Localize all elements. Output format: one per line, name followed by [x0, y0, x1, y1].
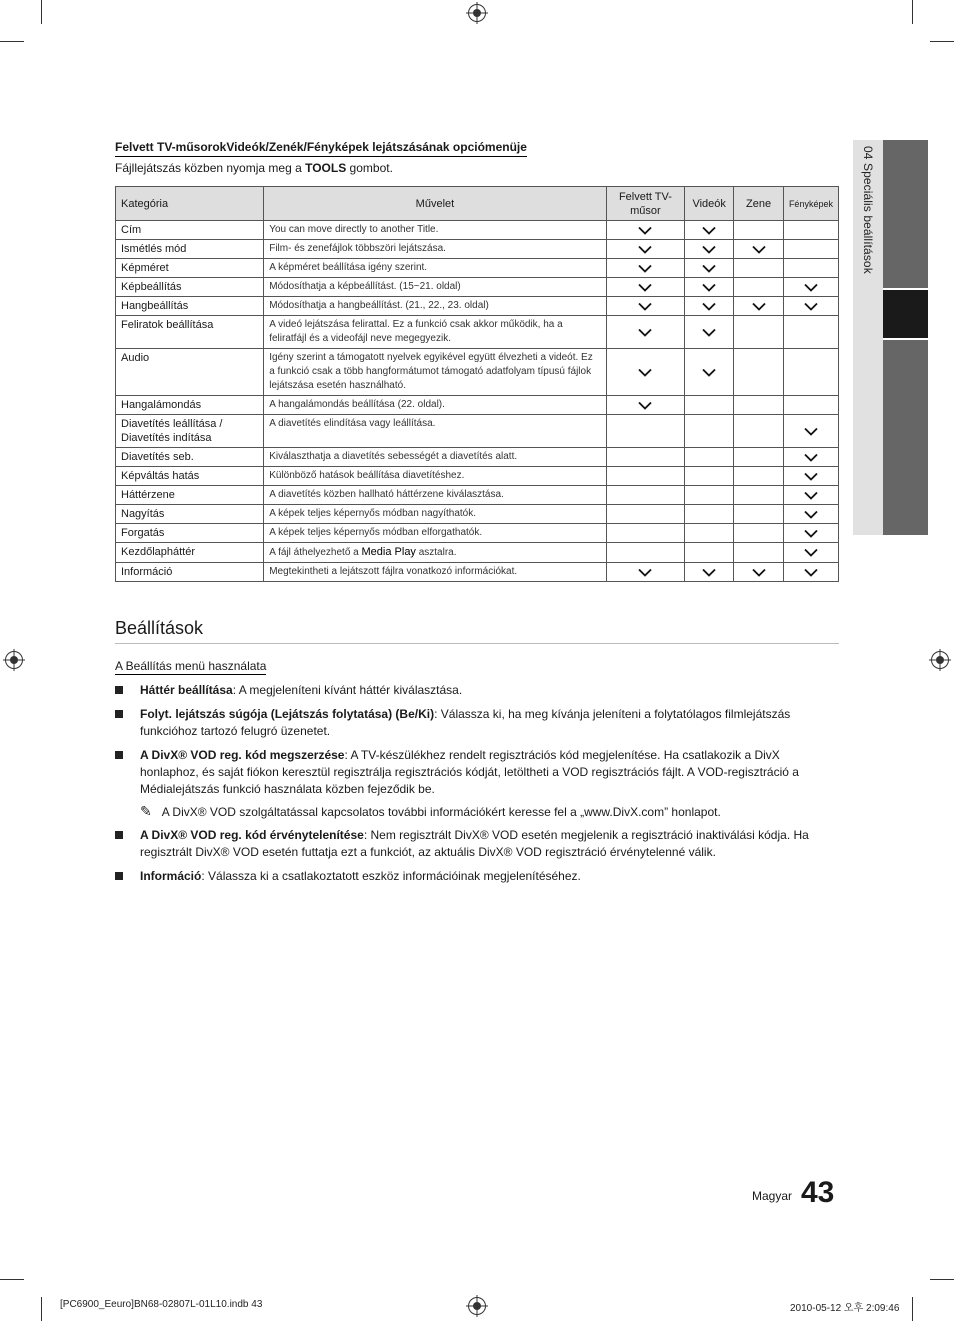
category-cell: Hangalámondás [116, 396, 264, 415]
file-info: [PC6900_Eeuro]BN68-02807L-01L10.indb 43 [60, 1299, 263, 1310]
chevron-check-icon [804, 453, 818, 462]
bullet-square-icon [115, 872, 123, 880]
registration-mark-icon [468, 4, 486, 22]
availability-cell [783, 415, 838, 448]
action-cell: A hangalámondás beállítása (22. oldal). [264, 396, 606, 415]
category-cell: Diavetítés seb. [116, 448, 264, 467]
chevron-check-icon [702, 302, 716, 311]
action-cell: Film- és zenefájlok többszöri lejátszása. [264, 240, 606, 259]
crop-mark [912, 1297, 913, 1321]
registration-mark-icon [468, 1297, 486, 1315]
availability-cell [606, 524, 685, 543]
list-item: A DivX® VOD reg. kód érvénytelenítése: Nem regisztrált DivX® VOD esetén megjelenik a regisztráció inaktiválási kódja. Ha regisztrált DivX® VOD esetén futtatja ezt a funkciót, az aktuális DivX® VOD regisztráció érvénytelenné válik. [115, 827, 820, 861]
availability-cell [783, 316, 838, 349]
availability-cell [685, 316, 734, 349]
chevron-check-icon [804, 491, 818, 500]
availability-cell [685, 486, 734, 505]
action-cell: A diavetítés közben hallható háttérzene kiválasztása. [264, 486, 606, 505]
table-row [116, 563, 839, 582]
table-row [116, 316, 839, 349]
availability-cell [606, 543, 685, 563]
list-item: A DivX® VOD reg. kód megszerzése: A TV-készülékhez rendelt regisztrációs kód megjelenítése. Ha csatlakozik a DivX honlaphoz, és saját fiókon keresztül regisztrálja regisztrációs kódját, letöltheti a VOD regisztrációs fájlt. A VOD-regisztráció a Médialejátszás funkció használata közben fejeződik be. [115, 747, 820, 798]
chevron-check-icon [804, 427, 818, 436]
chevron-check-icon [638, 283, 652, 292]
table-row [116, 297, 839, 316]
intro-text: Fájllejátszás közben nyomja meg a TOOLS gombot. [115, 161, 393, 175]
category-cell: Képméret [116, 259, 264, 278]
availability-cell [685, 415, 734, 448]
availability-cell [685, 563, 734, 582]
chapter-tab-block [883, 340, 928, 535]
table-row [116, 415, 839, 448]
chapter-tab-block [883, 140, 928, 288]
availability-cell [606, 415, 685, 448]
crop-mark [41, 1297, 42, 1321]
action-cell: A diavetítés elindítása vagy leállítása. [264, 415, 606, 448]
chapter-tab-label: 04 Speciális beállítások [861, 146, 875, 274]
action-cell: Módosíthatja a képbeállítást. (15~21. oldal) [264, 278, 606, 297]
column-header: Zene [734, 187, 784, 221]
availability-cell [734, 297, 784, 316]
bullet-square-icon [115, 831, 123, 839]
settings-subheading: A Beállítás menü használata [115, 659, 267, 673]
table-row [116, 278, 839, 297]
availability-cell [783, 240, 838, 259]
availability-cell [783, 505, 838, 524]
action-cell: Módosíthatja a hangbeállítást. (21., 22., 23. oldal) [264, 297, 606, 316]
column-header: Művelet [264, 187, 606, 221]
category-cell: Feliratok beállítása [116, 316, 264, 349]
list-item: Folyt. lejátszás súgója (Lejátszás folytatása) (Be/Ki): Válassza ki, ha meg kívánja jeleníteni a folytatólagos filmlejátszás funkcióhoz tartozó felugró üzenetet. [115, 706, 820, 740]
registration-mark-icon [5, 651, 23, 669]
options-heading: Felvett TV-műsorokVideók/Zenék/Fényképek lejátszásának opciómenüje [115, 140, 527, 157]
chevron-check-icon [752, 302, 766, 311]
chapter-tab-active-block [883, 290, 928, 338]
availability-cell [606, 349, 685, 396]
availability-cell [606, 259, 685, 278]
action-cell: A videó lejátszása felirattal. Ez a funkció csak akkor működik, ha a feliratfájl és a videofájl neve megegyezik. [264, 316, 606, 349]
chevron-check-icon [702, 264, 716, 273]
column-header: Kategória [116, 187, 264, 221]
availability-cell [685, 221, 734, 240]
chevron-check-icon [752, 568, 766, 577]
list-item: Információ: Válassza ki a csatlakoztatott eszköz információinak megjelenítéséhez. [115, 868, 820, 885]
chevron-check-icon [804, 283, 818, 292]
availability-cell [783, 396, 838, 415]
availability-cell [606, 240, 685, 259]
action-cell: Igény szerint a támogatott nyelvek egyikével együtt élvezheti a videót. Ez a funkció csak a több hangformátumot támogató adatfolyam típusú fájlok lejátszása esetén használható. [264, 349, 606, 396]
availability-cell [685, 467, 734, 486]
category-cell: Cím [116, 221, 264, 240]
table-row [116, 524, 839, 543]
availability-cell [685, 396, 734, 415]
settings-heading: Beállítások [115, 618, 839, 644]
options-table [115, 186, 839, 582]
availability-cell [734, 486, 784, 505]
action-cell: A képek teljes képernyős módban nagyíthatók. [264, 505, 606, 524]
table-row [116, 259, 839, 278]
chevron-check-icon [702, 328, 716, 337]
table-row [116, 448, 839, 467]
action-cell: A fájl áthelyezhető a Media Play asztalra. [264, 543, 606, 563]
availability-cell [734, 467, 784, 486]
action-cell: Megtekintheti a lejátszott fájlra vonatkozó információkat. [264, 563, 606, 582]
bullet-square-icon [115, 751, 123, 759]
availability-cell [606, 297, 685, 316]
availability-cell [783, 524, 838, 543]
action-cell: Különböző hatások beállítása diavetítéshez. [264, 467, 606, 486]
action-cell: A képméret beállítása igény szerint. [264, 259, 606, 278]
availability-cell [734, 505, 784, 524]
note: ✎ A DivX® VOD szolgáltatással kapcsolatos további információkért keresse fel a „www.DivX.com” honlapot. [140, 803, 721, 819]
chevron-check-icon [752, 245, 766, 254]
chevron-check-icon [804, 510, 818, 519]
availability-cell [783, 467, 838, 486]
availability-cell [734, 396, 784, 415]
table-row [116, 221, 839, 240]
table-row [116, 486, 839, 505]
registration-mark-icon [931, 651, 949, 669]
category-cell: Forgatás [116, 524, 264, 543]
availability-cell [685, 524, 734, 543]
category-cell: Képbeállítás [116, 278, 264, 297]
chevron-check-icon [804, 302, 818, 311]
bullet-square-icon [115, 686, 123, 694]
chevron-check-icon [638, 568, 652, 577]
chevron-check-icon [638, 264, 652, 273]
availability-cell [734, 563, 784, 582]
chevron-check-icon [638, 328, 652, 337]
availability-cell [606, 563, 685, 582]
availability-cell [783, 486, 838, 505]
availability-cell [685, 349, 734, 396]
print-timestamp: 2010-05-12 오후 2:09:46 [790, 1303, 900, 1314]
chevron-check-icon [638, 368, 652, 377]
table-row [116, 240, 839, 259]
action-cell: Kiválaszthatja a diavetítés sebességét a diavetítés alatt. [264, 448, 606, 467]
chevron-check-icon [638, 401, 652, 410]
category-cell: Információ [116, 563, 264, 582]
availability-cell [783, 259, 838, 278]
page-number: 43 [801, 1176, 835, 1209]
chevron-check-icon [804, 548, 818, 557]
availability-cell [685, 505, 734, 524]
availability-cell [734, 259, 784, 278]
availability-cell [685, 240, 734, 259]
availability-cell [783, 278, 838, 297]
availability-cell [606, 221, 685, 240]
chevron-check-icon [804, 472, 818, 481]
availability-cell [734, 316, 784, 349]
table-row [116, 505, 839, 524]
list-item: Háttér beállítása: A megjeleníteni kívánt háttér kiválasztása. [115, 682, 820, 699]
pencil-note-icon: ✎ [140, 803, 152, 819]
chevron-check-icon [702, 368, 716, 377]
availability-cell [685, 448, 734, 467]
availability-cell [606, 486, 685, 505]
table-row [116, 467, 839, 486]
table-row [116, 543, 839, 563]
availability-cell [734, 349, 784, 396]
availability-cell [606, 396, 685, 415]
availability-cell [606, 467, 685, 486]
action-cell: A képek teljes képernyős módban elforgathatók. [264, 524, 606, 543]
column-header: Felvett TV-műsor [606, 187, 685, 221]
category-cell: Hangbeállítás [116, 297, 264, 316]
crop-mark [930, 41, 954, 42]
footer-language: Magyar [752, 1189, 793, 1203]
availability-cell [606, 448, 685, 467]
availability-cell [734, 221, 784, 240]
availability-cell [685, 297, 734, 316]
chevron-check-icon [702, 568, 716, 577]
chevron-check-icon [638, 245, 652, 254]
availability-cell [734, 448, 784, 467]
availability-cell [606, 505, 685, 524]
category-cell: Audio [116, 349, 264, 396]
availability-cell [783, 221, 838, 240]
availability-cell [606, 316, 685, 349]
availability-cell [783, 543, 838, 563]
availability-cell [685, 278, 734, 297]
chevron-check-icon [702, 283, 716, 292]
chevron-check-icon [638, 302, 652, 311]
crop-mark [0, 41, 24, 42]
category-cell: Kezdőlapháttér [116, 543, 264, 563]
availability-cell [734, 415, 784, 448]
category-cell: Ismétlés mód [116, 240, 264, 259]
availability-cell [734, 524, 784, 543]
category-cell: Képváltás hatás [116, 467, 264, 486]
table-row [116, 396, 839, 415]
category-cell: Nagyítás [116, 505, 264, 524]
availability-cell [734, 240, 784, 259]
column-header: Fényképek [783, 187, 838, 221]
crop-mark [41, 0, 42, 24]
chevron-check-icon [804, 529, 818, 538]
column-header: Videók [685, 187, 734, 221]
action-cell: You can move directly to another Title. [264, 221, 606, 240]
availability-cell [685, 543, 734, 563]
availability-cell [783, 448, 838, 467]
availability-cell [783, 297, 838, 316]
availability-cell [606, 278, 685, 297]
bullet-square-icon [115, 710, 123, 718]
chevron-check-icon [702, 245, 716, 254]
crop-mark [0, 1279, 24, 1280]
availability-cell [734, 543, 784, 563]
availability-cell [783, 349, 838, 396]
category-cell: Diavetítés leállítása / Diavetítés indítása [116, 415, 264, 448]
availability-cell [783, 563, 838, 582]
availability-cell [734, 278, 784, 297]
availability-cell [685, 259, 734, 278]
chevron-check-icon [804, 568, 818, 577]
chevron-check-icon [702, 226, 716, 235]
category-cell: Háttérzene [116, 486, 264, 505]
crop-mark [912, 0, 913, 24]
table-row [116, 349, 839, 396]
crop-mark [930, 1279, 954, 1280]
chevron-check-icon [638, 226, 652, 235]
